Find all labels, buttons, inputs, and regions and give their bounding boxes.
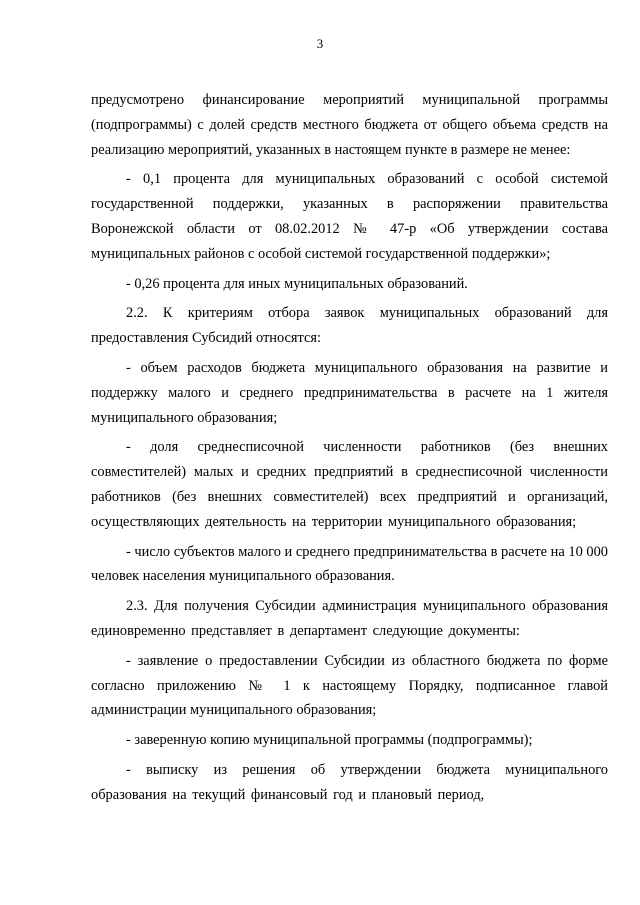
list-item-program-copy: - заверенную копию муниципальной программы (подпрограммы); (126, 732, 533, 749)
list-item-budget-expenses: - объем расходов бюджета муниципального образования на развитие и поддержку малого и среднего предпринимательства в расчете на 1 жителя муниципального образования; (91, 359, 608, 426)
document-body (91, 88, 608, 813)
paragraph-financing-share: предусмотрено финансирование мероприятий муниципальной программы (подпрограммы) с долей средств местного бюджета от общего объема средств на реализацию мероприятий, указанных в настоящем пункте в размере не менее: (91, 92, 608, 158)
list-item-special-support: - 0,1 процента для муниципальных образований с особой системой государственной поддержки, указанных в распоряжении правительства Воронежской области от 08.02.2012 № 47-р «Об утверждении состава муниципальных районов с особой системой государственной поддержки»; (91, 171, 608, 262)
list-item-other-municipalities: - 0,26 процента для иных муниципальных образований. (126, 275, 468, 292)
list-item-budget-extract: - выписку из решения об утверждении бюджета муниципального образования на текущий финансовый год и плановый период, (91, 761, 608, 803)
paragraph-2-2-criteria: 2.2. К критериям отбора заявок муниципальных образований для предоставления Субсидий относятся: (91, 305, 608, 347)
page-number: 3 (316, 36, 324, 51)
paragraph-2-3-documents: 2.3. Для получения Субсидии администрация муниципального образования единовременно представляет в департамент следующие документы: (91, 598, 608, 639)
list-item-employee-share: - доля среднесписочной численности работников (без внешних совместителей) малых и средних предприятий в среднесписочной численности работников (без внешних совместителей) всех предприятий и организаций, осуществляющих деятельность на территории муниципального образования; (91, 439, 608, 530)
list-item-subjects-count: - число субъектов малого и среднего предпринимательства в расчете на 10 000 человек населения муниципального образования. (91, 543, 608, 585)
list-item-application: - заявление о предоставлении Субсидии из областного бюджета по форме согласно приложению № 1 к настоящему Порядку, подписанное главой администрации муниципального образования; (91, 652, 608, 719)
